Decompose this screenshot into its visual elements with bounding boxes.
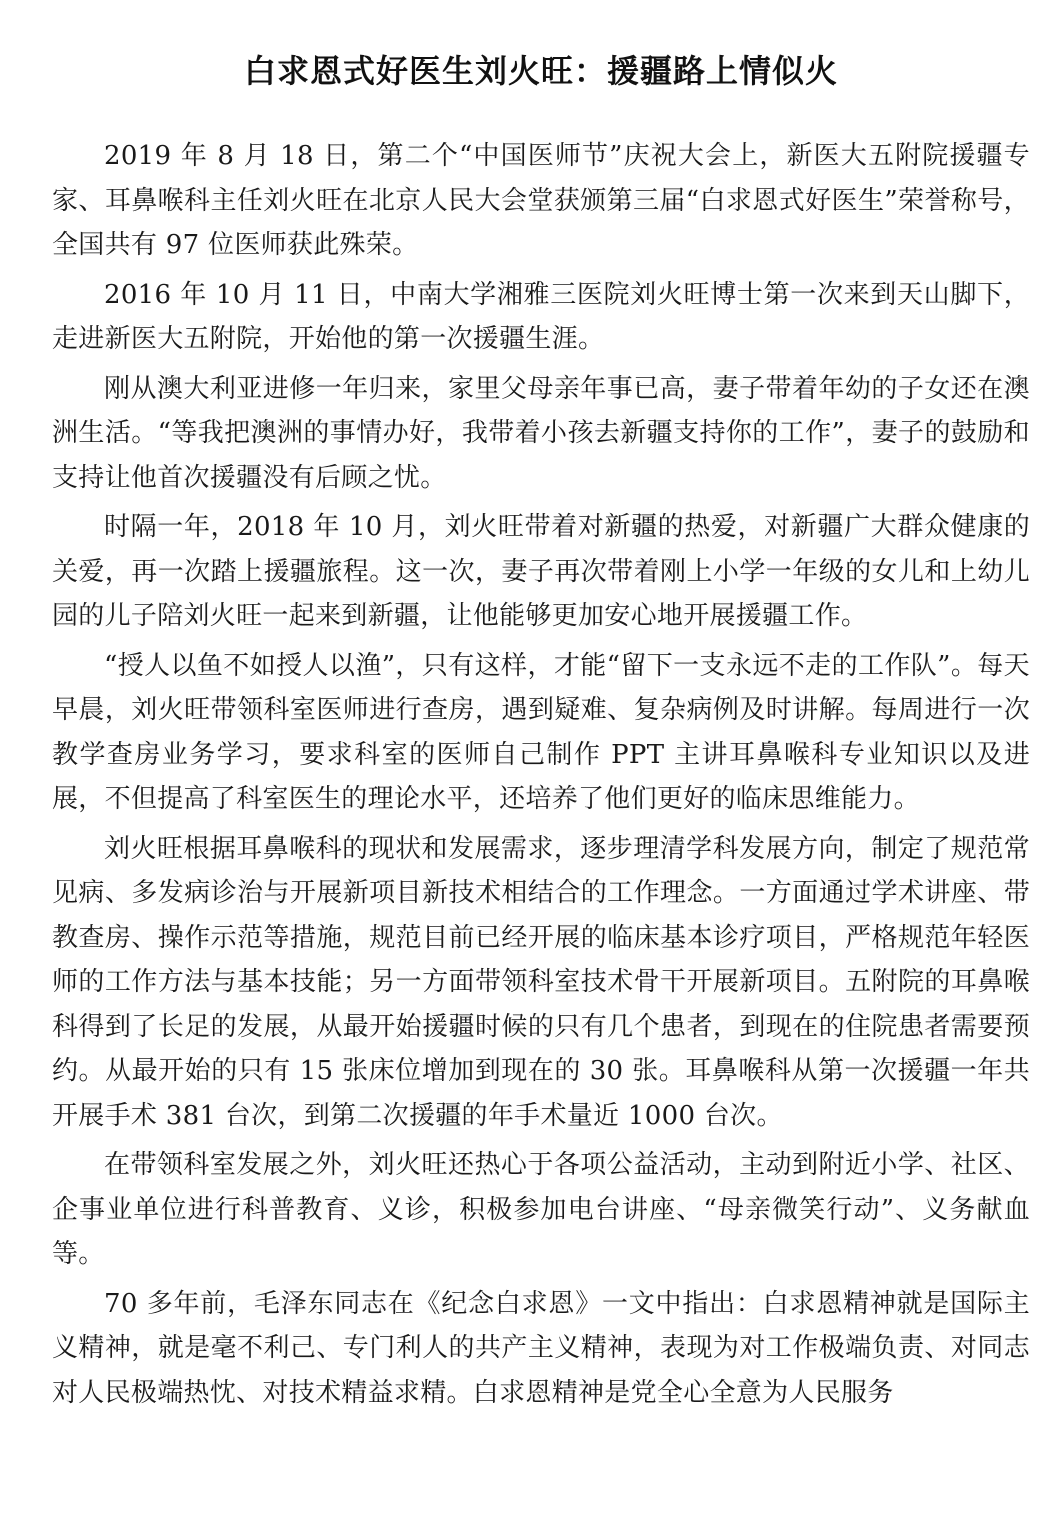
paragraph-5: “授人以鱼不如授人以渔”，只有这样，才能“留下一支永远不走的工作队”。每天早晨，刘火旺带领科室医师进行查房，遇到疑难、复杂病例及时讲解。每周进行一次教学查房业务学习，要求科室的医师自己制作 PPT 主讲耳鼻喉科专业知识以及进展，不但提高了科室医生的理论水平，还培养了他们更好的临床思维能力。 bbox=[52, 650, 1030, 814]
paragraph-8: 70 多年前，毛泽东同志在《纪念白求恩》一文中指出：白求恩精神就是国际主义精神，就是毫不利己、专门利人的共产主义精神，表现为对工作极端负责、对同志对人民极端热忱、对技术精益求精。白求恩精神是党全心全意为人民服务 bbox=[52, 1288, 1030, 1408]
paragraph-7: 在带领科室发展之外，刘火旺还热心于各项公益活动，主动到附近小学、社区、企事业单位进行科普教育、义诊，积极参加电台讲座、“母亲微笑行动”、义务献血等。 bbox=[52, 1150, 1030, 1269]
article-title: 白求恩式好医生刘火旺：援疆路上情似火 bbox=[243, 52, 838, 90]
paragraph-6: 刘火旺根据耳鼻喉科的现状和发展需求，逐步理清学科发展方向，制定了规范常见病、多发病诊治与开展新项目新技术相结合的工作理念。一方面通过学术讲座、带教查房、操作示范等措施，规范目前已经开展的临床基本诊疗项目，严格规范年轻医师的工作方法与基本技能；另一方面带领科室技术骨干开展新项目。五附院的耳鼻喉科得到了长足的发展，从最开始援疆时候的只有几个患者，到现在的住院患者需要预约。从最开始的只有 15 张床位增加到现在的 30 张。耳鼻喉科从第一次援疆一年共开展手术 381 台次，到第二次援疆的年手术量近 1000 台次。 bbox=[52, 833, 1030, 1131]
article-page bbox=[52, 48, 1030, 1420]
paragraph-3: 刚从澳大利亚进修一年归来，家里父母亲年事已高，妻子带着年幼的子女还在澳洲生活。“等我把澳洲的事情办好，我带着小孩去新疆支持你的工作”，妻子的鼓励和支持让他首次援疆没有后顾之忧。 bbox=[52, 373, 1030, 493]
article-body bbox=[52, 134, 1030, 1415]
paragraph-4: 时隔一年，2018 年 10 月，刘火旺带着对新疆的热爱，对新疆广大群众健康的关爱，再一次踏上援疆旅程。这一次，妻子再次带着刚上小学一年级的女儿和上幼儿园的儿子陪刘火旺一起来到新疆，让他能够更加安心地开展援疆工作。 bbox=[52, 512, 1030, 631]
paragraph-2: 2016 年 10 月 11 日，中南大学湘雅三医院刘火旺博士第一次来到天山脚下，走进新医大五附院，开始他的第一次援疆生涯。 bbox=[52, 279, 1030, 354]
paragraph-1: 2019 年 8 月 18 日，第二个“中国医师节”庆祝大会上，新医大五附院援疆专家、耳鼻喉科主任刘火旺在北京人民大会堂获颁第三届“白求恩式好医生”荣誉称号，全国共有 97 位医师获此殊荣。 bbox=[52, 141, 1030, 260]
